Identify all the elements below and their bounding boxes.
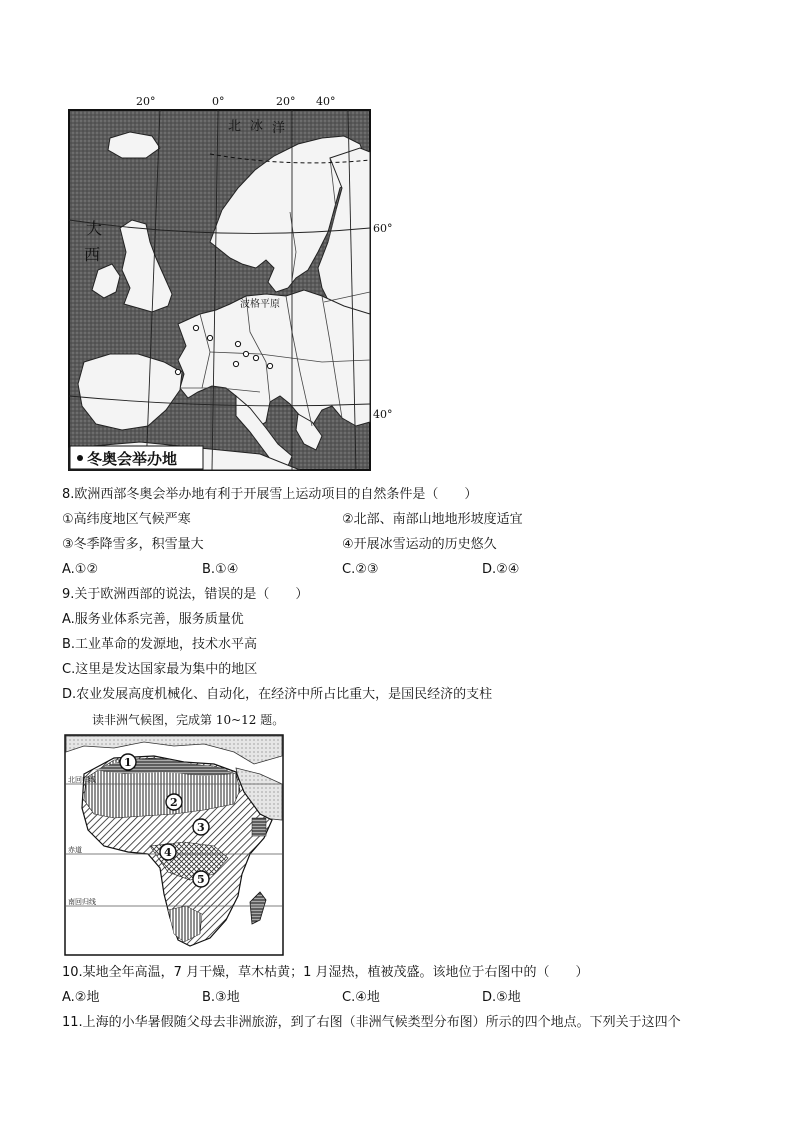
plain-label: 波格平原	[240, 299, 280, 310]
q8-choice-a: A.①②	[62, 562, 99, 577]
q10-stem: 10.某地全年高温，7 月干燥，草木枯黄；1 月湿热，植被茂盛。该地位于右图中的（ ）	[62, 965, 589, 980]
ocean-label-5: 西	[84, 245, 101, 264]
q8-choice-d: D.②④	[482, 562, 520, 577]
q9-choice-a: A.服务业体系完善，服务质量优	[62, 612, 244, 627]
q8-option-3: ③冬季降雪多，积雪量大	[62, 537, 204, 552]
africa-intro: 读非洲气候图，完成第 10~12 题。	[92, 713, 285, 727]
q8-choice-b: B.①④	[202, 562, 239, 577]
q10-choice-c: C.④地	[342, 990, 380, 1005]
q9-choice-c: C.这里是发达国家最为集中的地区	[62, 662, 258, 677]
q11-stem: 11.上海的小华暑假随父母去非洲旅游，到了右图（非洲气候类型分布图）所示的四个地点。下列关于这四个	[62, 1015, 681, 1030]
q9-choice-d: D.农业发展高度机械化、自动化，在经济中所占比重大，是国民经济的支柱	[62, 687, 493, 702]
marker-5	[193, 871, 209, 887]
lat-label-40: 40°	[373, 408, 393, 421]
tropic-cancer-label: 北回归线	[68, 776, 96, 784]
equator-label: 赤道	[68, 846, 82, 854]
q8-choice-c: C.②③	[342, 562, 379, 577]
q9-choice-b: B.工业革命的发源地，技术水平高	[62, 637, 258, 652]
marker-4	[160, 844, 176, 860]
africa-map	[64, 734, 286, 958]
marker-1	[120, 754, 136, 770]
lon-label-20w: 20°	[136, 95, 156, 108]
q8-option-1: ①高纬度地区气候严寒	[62, 512, 191, 527]
q10-choice-d: D.⑤地	[482, 990, 521, 1005]
q8-option-2: ②北部、南部山地地形坡度适宜	[342, 512, 523, 527]
q10-choice-a: A.②地	[62, 990, 100, 1005]
svg-text:4: 4	[164, 846, 172, 859]
lon-label-0: 0°	[212, 95, 225, 108]
svg-text:1: 1	[124, 756, 132, 769]
tropic-capricorn-label: 南回归线	[68, 898, 96, 906]
svg-text:2: 2	[170, 796, 178, 809]
lat-label-60: 60°	[373, 222, 393, 235]
q8-stem: 8.欧洲西部冬奥会举办地有利于开展雪上运动项目的自然条件是（ ）	[62, 487, 478, 502]
africa-east-patch	[252, 818, 266, 836]
q8-option-4: ④开展冰雪运动的历史悠久	[342, 537, 497, 552]
ocean-label-1: 北	[228, 119, 242, 134]
europe-map	[60, 92, 400, 474]
svg-text:5: 5	[197, 873, 205, 886]
ocean-label-4: 大	[86, 219, 103, 238]
lon-label-40e: 40°	[316, 95, 336, 108]
svg-text:3: 3	[197, 821, 205, 834]
ocean-label-2: 冰	[250, 119, 264, 134]
lon-label-20e: 20°	[276, 95, 296, 108]
legend-dot-icon	[77, 455, 83, 461]
marker-3	[193, 819, 209, 835]
ocean-label-3: 洋	[272, 121, 286, 136]
q10-choice-b: B.③地	[202, 990, 240, 1005]
legend-label: 冬奥会举办地	[87, 450, 178, 468]
marker-2	[166, 794, 182, 810]
q9-stem: 9.关于欧洲西部的说法，错误的是（ ）	[62, 587, 309, 602]
